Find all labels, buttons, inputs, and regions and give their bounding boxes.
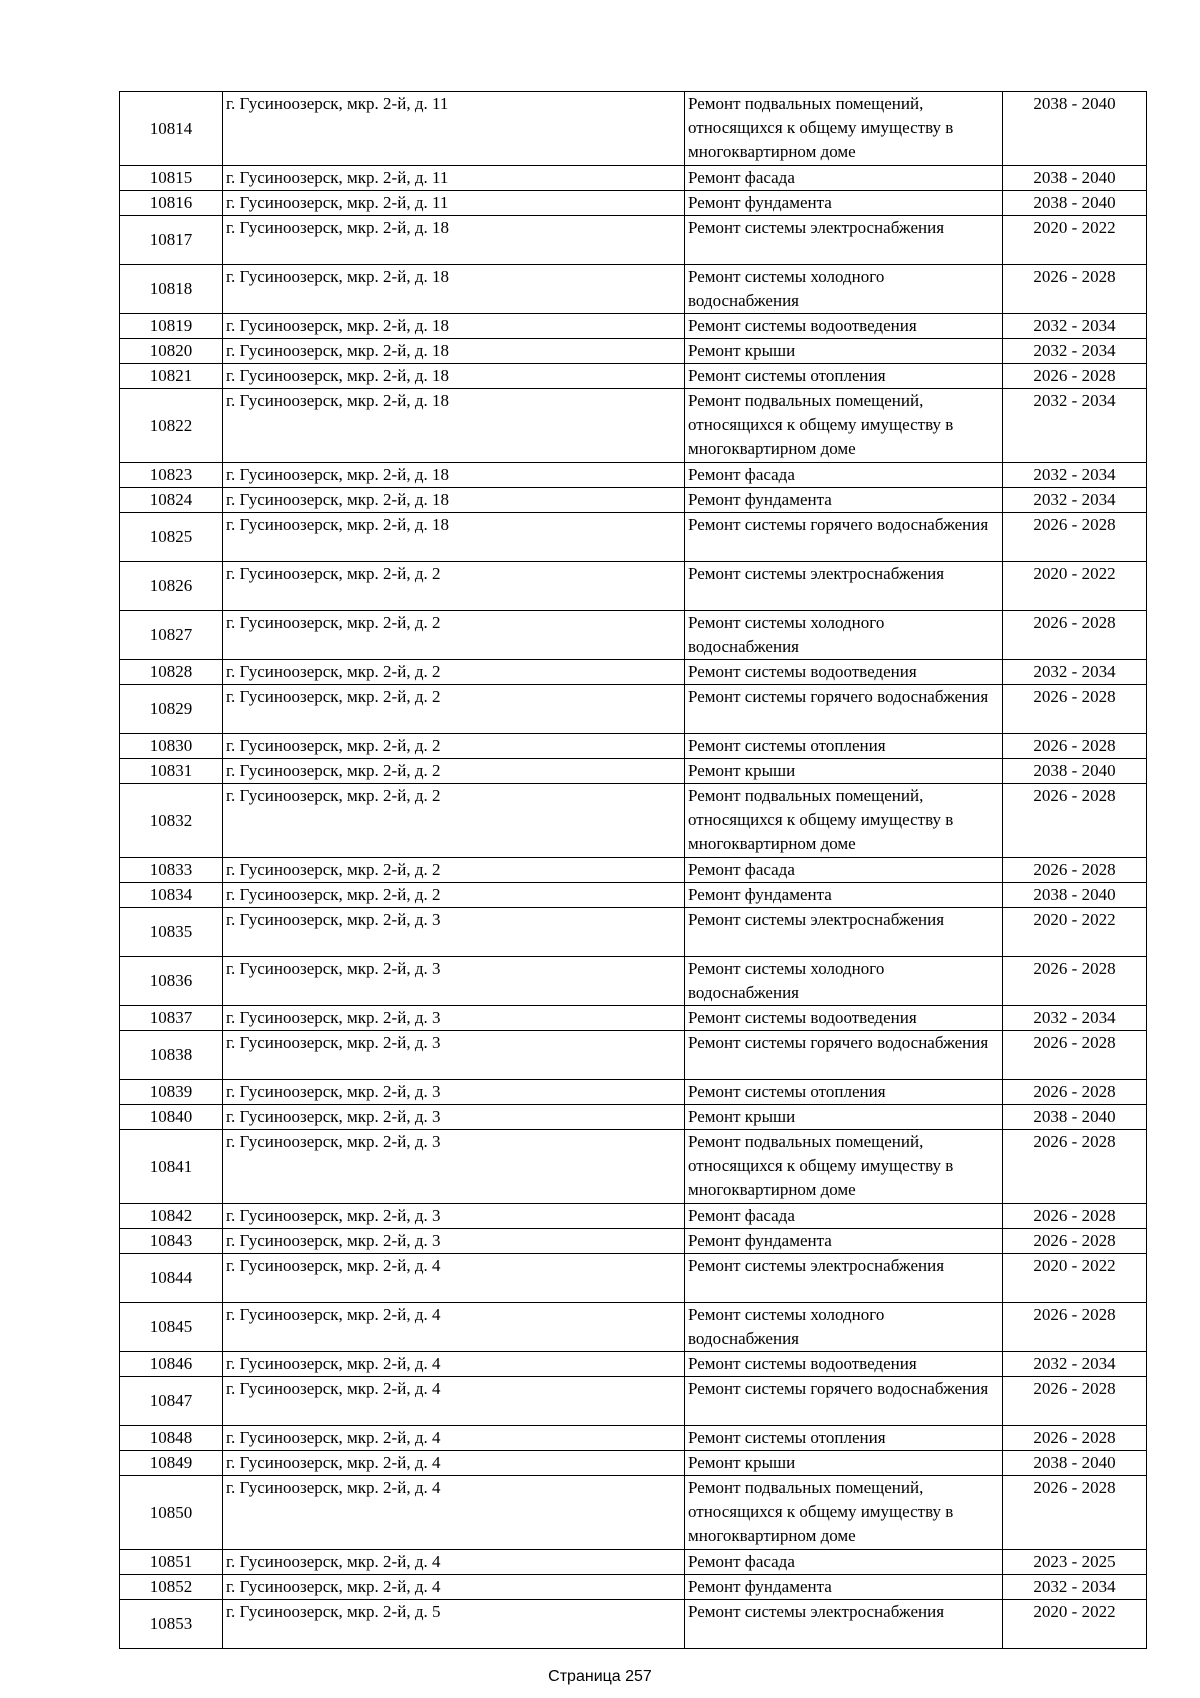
row-number-cell: 10843 — [120, 1229, 223, 1254]
work-type-cell: Ремонт системы отопления — [685, 1080, 1003, 1105]
address-cell: г. Гусиноозерск, мкр. 2-й, д. 3 — [223, 957, 685, 1006]
address-cell: г. Гусиноозерск, мкр. 2-й, д. 3 — [223, 1204, 685, 1229]
table-row — [120, 364, 1147, 389]
row-number-cell: 10851 — [120, 1550, 223, 1575]
period-cell: 2026 - 2028 — [1003, 1303, 1147, 1352]
table-row — [120, 734, 1147, 759]
work-type-cell: Ремонт фундамента — [685, 191, 1003, 216]
address-cell: г. Гусиноозерск, мкр. 2-й, д. 3 — [223, 1006, 685, 1031]
work-type-cell: Ремонт системы водоотведения — [685, 314, 1003, 339]
address-cell: г. Гусиноозерск, мкр. 2-й, д. 3 — [223, 1080, 685, 1105]
work-type-cell: Ремонт системы водоотведения — [685, 660, 1003, 685]
work-type-cell: Ремонт системы горячего водоснабжения — [685, 1377, 1003, 1426]
address-cell: г. Гусиноозерск, мкр. 2-й, д. 5 — [223, 1600, 685, 1649]
period-cell: 2026 - 2028 — [1003, 1204, 1147, 1229]
work-type-cell: Ремонт фасада — [685, 1204, 1003, 1229]
row-number-cell: 10816 — [120, 191, 223, 216]
address-cell: г. Гусиноозерск, мкр. 2-й, д. 18 — [223, 339, 685, 364]
row-number-cell: 10852 — [120, 1575, 223, 1600]
table-body — [120, 92, 1147, 1649]
work-type-cell: Ремонт фундамента — [685, 488, 1003, 513]
table-row — [120, 513, 1147, 562]
address-cell: г. Гусиноозерск, мкр. 2-й, д. 4 — [223, 1352, 685, 1377]
address-cell: г. Гусиноозерск, мкр. 2-й, д. 18 — [223, 488, 685, 513]
table-row — [120, 1426, 1147, 1451]
period-cell: 2026 - 2028 — [1003, 513, 1147, 562]
row-number-cell: 10848 — [120, 1426, 223, 1451]
address-cell: г. Гусиноозерск, мкр. 2-й, д. 4 — [223, 1377, 685, 1426]
table-row — [120, 1451, 1147, 1476]
period-cell: 2038 - 2040 — [1003, 166, 1147, 191]
work-type-cell: Ремонт системы холодного водоснабжения — [685, 611, 1003, 660]
work-type-cell: Ремонт подвальных помещений, относящихся к общему имуществу в многоквартирном доме — [685, 784, 1003, 858]
row-number-cell: 10821 — [120, 364, 223, 389]
period-cell: 2032 - 2034 — [1003, 339, 1147, 364]
work-type-cell: Ремонт системы холодного водоснабжения — [685, 265, 1003, 314]
period-cell: 2026 - 2028 — [1003, 1377, 1147, 1426]
period-cell: 2020 - 2022 — [1003, 1600, 1147, 1649]
table-row — [120, 1204, 1147, 1229]
repair-schedule-table — [119, 91, 1147, 1649]
period-cell: 2032 - 2034 — [1003, 389, 1147, 463]
row-number-cell: 10826 — [120, 562, 223, 611]
row-number-cell: 10825 — [120, 513, 223, 562]
address-cell: г. Гусиноозерск, мкр. 2-й, д. 18 — [223, 216, 685, 265]
table-row — [120, 957, 1147, 1006]
table-row — [120, 265, 1147, 314]
period-cell: 2020 - 2022 — [1003, 562, 1147, 611]
address-cell: г. Гусиноозерск, мкр. 2-й, д. 18 — [223, 314, 685, 339]
period-cell: 2026 - 2028 — [1003, 1476, 1147, 1550]
address-cell: г. Гусиноозерск, мкр. 2-й, д. 3 — [223, 1130, 685, 1204]
work-type-cell: Ремонт системы холодного водоснабжения — [685, 957, 1003, 1006]
row-number-cell: 10831 — [120, 759, 223, 784]
row-number-cell: 10853 — [120, 1600, 223, 1649]
row-number-cell: 10829 — [120, 685, 223, 734]
work-type-cell: Ремонт фасада — [685, 858, 1003, 883]
row-number-cell: 10818 — [120, 265, 223, 314]
table-row — [120, 759, 1147, 784]
work-type-cell: Ремонт системы холодного водоснабжения — [685, 1303, 1003, 1352]
work-type-cell: Ремонт подвальных помещений, относящихся к общему имуществу в многоквартирном доме — [685, 1130, 1003, 1204]
row-number-cell: 10814 — [120, 92, 223, 166]
table-row — [120, 488, 1147, 513]
work-type-cell: Ремонт системы горячего водоснабжения — [685, 1031, 1003, 1080]
period-cell: 2038 - 2040 — [1003, 1105, 1147, 1130]
table-row — [120, 784, 1147, 858]
address-cell: г. Гусиноозерск, мкр. 2-й, д. 4 — [223, 1254, 685, 1303]
period-cell: 2020 - 2022 — [1003, 908, 1147, 957]
row-number-cell: 10837 — [120, 1006, 223, 1031]
period-cell: 2026 - 2028 — [1003, 1130, 1147, 1204]
table-row — [120, 1006, 1147, 1031]
work-type-cell: Ремонт фасада — [685, 463, 1003, 488]
work-type-cell: Ремонт крыши — [685, 759, 1003, 784]
row-number-cell: 10844 — [120, 1254, 223, 1303]
address-cell: г. Гусиноозерск, мкр. 2-й, д. 3 — [223, 1229, 685, 1254]
work-type-cell: Ремонт крыши — [685, 339, 1003, 364]
table-row — [120, 314, 1147, 339]
address-cell: г. Гусиноозерск, мкр. 2-й, д. 4 — [223, 1426, 685, 1451]
period-cell: 2020 - 2022 — [1003, 216, 1147, 265]
row-number-cell: 10841 — [120, 1130, 223, 1204]
period-cell: 2038 - 2040 — [1003, 92, 1147, 166]
period-cell: 2026 - 2028 — [1003, 1031, 1147, 1080]
address-cell: г. Гусиноозерск, мкр. 2-й, д. 18 — [223, 513, 685, 562]
work-type-cell: Ремонт крыши — [685, 1105, 1003, 1130]
address-cell: г. Гусиноозерск, мкр. 2-й, д. 2 — [223, 784, 685, 858]
period-cell: 2026 - 2028 — [1003, 685, 1147, 734]
address-cell: г. Гусиноозерск, мкр. 2-й, д. 4 — [223, 1550, 685, 1575]
table-row — [120, 1130, 1147, 1204]
work-type-cell: Ремонт системы водоотведения — [685, 1006, 1003, 1031]
period-cell: 2032 - 2034 — [1003, 314, 1147, 339]
address-cell: г. Гусиноозерск, мкр. 2-й, д. 18 — [223, 463, 685, 488]
address-cell: г. Гусиноозерск, мкр. 2-й, д. 11 — [223, 92, 685, 166]
table-row — [120, 1352, 1147, 1377]
period-cell: 2026 - 2028 — [1003, 1426, 1147, 1451]
period-cell: 2026 - 2028 — [1003, 1080, 1147, 1105]
row-number-cell: 10817 — [120, 216, 223, 265]
work-type-cell: Ремонт системы электроснабжения — [685, 1600, 1003, 1649]
period-cell: 2032 - 2034 — [1003, 660, 1147, 685]
row-number-cell: 10847 — [120, 1377, 223, 1426]
address-cell: г. Гусиноозерск, мкр. 2-й, д. 2 — [223, 660, 685, 685]
period-cell: 2026 - 2028 — [1003, 858, 1147, 883]
table-row — [120, 1476, 1147, 1550]
address-cell: г. Гусиноозерск, мкр. 2-й, д. 2 — [223, 685, 685, 734]
address-cell: г. Гусиноозерск, мкр. 2-й, д. 4 — [223, 1303, 685, 1352]
table-row — [120, 858, 1147, 883]
work-type-cell: Ремонт системы отопления — [685, 734, 1003, 759]
work-type-cell: Ремонт подвальных помещений, относящихся к общему имуществу в многоквартирном доме — [685, 1476, 1003, 1550]
work-type-cell: Ремонт фасада — [685, 166, 1003, 191]
table-row — [120, 660, 1147, 685]
row-number-cell: 10840 — [120, 1105, 223, 1130]
address-cell: г. Гусиноозерск, мкр. 2-й, д. 4 — [223, 1575, 685, 1600]
period-cell: 2038 - 2040 — [1003, 1451, 1147, 1476]
period-cell: 2032 - 2034 — [1003, 463, 1147, 488]
row-number-cell: 10823 — [120, 463, 223, 488]
period-cell: 2032 - 2034 — [1003, 1006, 1147, 1031]
table-row — [120, 1575, 1147, 1600]
table-row — [120, 166, 1147, 191]
period-cell: 2038 - 2040 — [1003, 883, 1147, 908]
table-row — [120, 1303, 1147, 1352]
row-number-cell: 10834 — [120, 883, 223, 908]
table-row — [120, 216, 1147, 265]
table-row — [120, 1254, 1147, 1303]
work-type-cell: Ремонт системы отопления — [685, 1426, 1003, 1451]
row-number-cell: 10836 — [120, 957, 223, 1006]
period-cell: 2038 - 2040 — [1003, 759, 1147, 784]
period-cell: 2032 - 2034 — [1003, 1575, 1147, 1600]
table-row — [120, 611, 1147, 660]
row-number-cell: 10842 — [120, 1204, 223, 1229]
address-cell: г. Гусиноозерск, мкр. 2-й, д. 4 — [223, 1451, 685, 1476]
address-cell: г. Гусиноозерск, мкр. 2-й, д. 18 — [223, 389, 685, 463]
period-cell: 2023 - 2025 — [1003, 1550, 1147, 1575]
work-type-cell: Ремонт системы водоотведения — [685, 1352, 1003, 1377]
row-number-cell: 10849 — [120, 1451, 223, 1476]
table-row — [120, 389, 1147, 463]
table-row — [120, 339, 1147, 364]
period-cell: 2026 - 2028 — [1003, 734, 1147, 759]
address-cell: г. Гусиноозерск, мкр. 2-й, д. 2 — [223, 759, 685, 784]
period-cell: 2020 - 2022 — [1003, 1254, 1147, 1303]
work-type-cell: Ремонт системы горячего водоснабжения — [685, 513, 1003, 562]
work-type-cell: Ремонт системы электроснабжения — [685, 1254, 1003, 1303]
work-type-cell: Ремонт фасада — [685, 1550, 1003, 1575]
row-number-cell: 10822 — [120, 389, 223, 463]
address-cell: г. Гусиноозерск, мкр. 2-й, д. 18 — [223, 364, 685, 389]
table-row — [120, 1229, 1147, 1254]
row-number-cell: 10828 — [120, 660, 223, 685]
address-cell: г. Гусиноозерск, мкр. 2-й, д. 11 — [223, 166, 685, 191]
address-cell: г. Гусиноозерск, мкр. 2-й, д. 2 — [223, 734, 685, 759]
row-number-cell: 10827 — [120, 611, 223, 660]
table-row — [120, 1377, 1147, 1426]
table-row — [120, 92, 1147, 166]
work-type-cell: Ремонт системы отопления — [685, 364, 1003, 389]
address-cell: г. Гусиноозерск, мкр. 2-й, д. 2 — [223, 562, 685, 611]
row-number-cell: 10832 — [120, 784, 223, 858]
table-row — [120, 463, 1147, 488]
period-cell: 2032 - 2034 — [1003, 1352, 1147, 1377]
period-cell: 2026 - 2028 — [1003, 611, 1147, 660]
address-cell: г. Гусиноозерск, мкр. 2-й, д. 11 — [223, 191, 685, 216]
address-cell: г. Гусиноозерск, мкр. 2-й, д. 4 — [223, 1476, 685, 1550]
work-type-cell: Ремонт крыши — [685, 1451, 1003, 1476]
work-type-cell: Ремонт фундамента — [685, 1229, 1003, 1254]
table-row — [120, 562, 1147, 611]
work-type-cell: Ремонт системы электроснабжения — [685, 216, 1003, 265]
page-number: Страница 257 — [548, 1668, 652, 1685]
period-cell: 2026 - 2028 — [1003, 364, 1147, 389]
work-type-cell: Ремонт фундамента — [685, 883, 1003, 908]
row-number-cell: 10820 — [120, 339, 223, 364]
period-cell: 2032 - 2034 — [1003, 488, 1147, 513]
address-cell: г. Гусиноозерск, мкр. 2-й, д. 3 — [223, 1031, 685, 1080]
period-cell: 2038 - 2040 — [1003, 191, 1147, 216]
row-number-cell: 10819 — [120, 314, 223, 339]
work-type-cell: Ремонт фундамента — [685, 1575, 1003, 1600]
address-cell: г. Гусиноозерск, мкр. 2-й, д. 3 — [223, 908, 685, 957]
period-cell: 2026 - 2028 — [1003, 265, 1147, 314]
period-cell: 2026 - 2028 — [1003, 957, 1147, 1006]
row-number-cell: 10846 — [120, 1352, 223, 1377]
row-number-cell: 10824 — [120, 488, 223, 513]
row-number-cell: 10845 — [120, 1303, 223, 1352]
table-row — [120, 883, 1147, 908]
row-number-cell: 10830 — [120, 734, 223, 759]
row-number-cell: 10850 — [120, 1476, 223, 1550]
address-cell: г. Гусиноозерск, мкр. 2-й, д. 3 — [223, 1105, 685, 1130]
row-number-cell: 10839 — [120, 1080, 223, 1105]
address-cell: г. Гусиноозерск, мкр. 2-й, д. 2 — [223, 883, 685, 908]
period-cell: 2026 - 2028 — [1003, 1229, 1147, 1254]
table-row — [120, 1031, 1147, 1080]
row-number-cell: 10815 — [120, 166, 223, 191]
table-row — [120, 1080, 1147, 1105]
table-row — [120, 191, 1147, 216]
work-type-cell: Ремонт системы горячего водоснабжения — [685, 685, 1003, 734]
work-type-cell: Ремонт подвальных помещений, относящихся к общему имуществу в многоквартирном доме — [685, 92, 1003, 166]
address-cell: г. Гусиноозерск, мкр. 2-й, д. 2 — [223, 858, 685, 883]
table-row — [120, 1550, 1147, 1575]
work-type-cell: Ремонт системы электроснабжения — [685, 908, 1003, 957]
work-type-cell: Ремонт системы электроснабжения — [685, 562, 1003, 611]
address-cell: г. Гусиноозерск, мкр. 2-й, д. 2 — [223, 611, 685, 660]
row-number-cell: 10838 — [120, 1031, 223, 1080]
table-row — [120, 685, 1147, 734]
row-number-cell: 10835 — [120, 908, 223, 957]
table-row — [120, 1600, 1147, 1649]
table-row — [120, 908, 1147, 957]
period-cell: 2026 - 2028 — [1003, 784, 1147, 858]
table-row — [120, 1105, 1147, 1130]
row-number-cell: 10833 — [120, 858, 223, 883]
address-cell: г. Гусиноозерск, мкр. 2-й, д. 18 — [223, 265, 685, 314]
work-type-cell: Ремонт подвальных помещений, относящихся к общему имуществу в многоквартирном доме — [685, 389, 1003, 463]
